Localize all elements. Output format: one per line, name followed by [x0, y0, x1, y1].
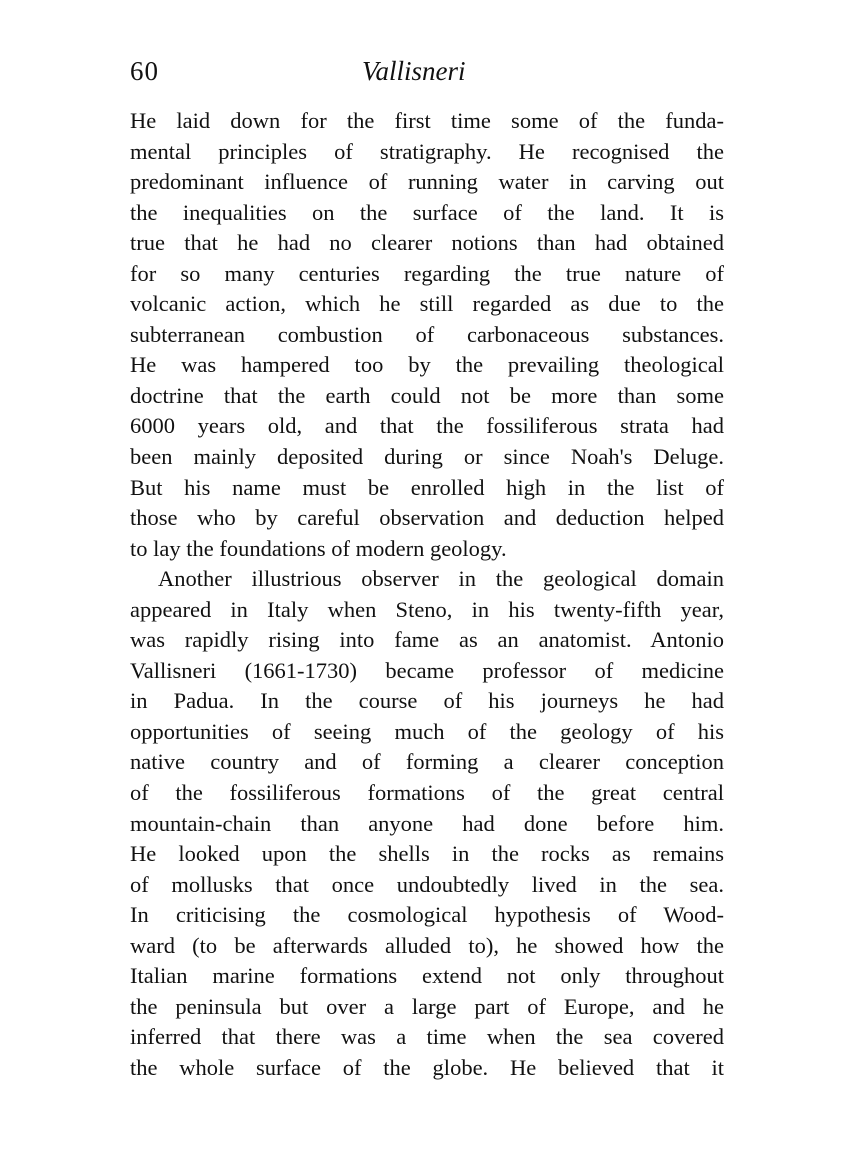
text-line: native country and of forming a clearer conception [130, 749, 724, 775]
text-line: Italian marine formations extend not only throughout [130, 963, 724, 989]
text-line: appeared in Italy when Steno, in his twenty-fifth year, [130, 596, 724, 622]
text-line: to lay the foundations of modern geology. [130, 535, 507, 561]
paragraph [130, 106, 724, 564]
text-line: in Padua. In the course of his journeys he had [130, 688, 724, 714]
text-line: those who by careful observation and deduction helped [130, 505, 724, 531]
text-line: predominant influence of running water in carving out [130, 169, 724, 195]
text-line: Another illustrious observer in the geological domain [158, 566, 724, 592]
text-line: 6000 years old, and that the fossiliferous strata had [130, 413, 724, 439]
text-line: the whole surface of the globe. He believed that it [130, 1054, 724, 1080]
text-line: the inequalities on the surface of the land. It is [130, 199, 724, 225]
text-line: He was hampered too by the prevailing theological [130, 352, 724, 378]
text-line: of the fossiliferous formations of the great central [130, 780, 724, 806]
text-line: the peninsula but over a large part of Europe, and he [130, 993, 724, 1019]
text-line: volcanic action, which he still regarded as due to the [130, 291, 724, 317]
page-number: 60 [130, 56, 159, 86]
text-line: In criticising the cosmological hypothesis of Wood- [130, 902, 724, 928]
text-line: of mollusks that once undoubtedly lived in the sea. [130, 871, 724, 897]
text-line: He laid down for the first time some of the funda- [130, 108, 724, 133]
text-line: opportunities of seeing much of the geology of his [130, 718, 724, 744]
text-line: true that he had no clearer notions than had obtained [130, 230, 724, 256]
text-line: doctrine that the earth could not be more than some [130, 382, 724, 408]
body-text [130, 106, 724, 1084]
text-line: was rapidly rising into fame as an anatomist. Antonio [130, 627, 724, 653]
text-line: mental principles of stratigraphy. He recognised the [130, 138, 724, 164]
paragraph [130, 564, 724, 1083]
page-header [130, 56, 724, 96]
text-line: But his name must be enrolled high in the list of [130, 474, 724, 500]
text-line: Vallisneri (1661-1730) became professor of medicine [130, 657, 724, 683]
running-title: Vallisneri [362, 56, 466, 86]
text-line: mountain-chain than anyone had done before him. [130, 810, 724, 836]
text-line: inferred that there was a time when the sea covered [130, 1024, 724, 1050]
text-line: ward (to be afterwards alluded to), he showed how the [130, 932, 724, 958]
text-line: He looked upon the shells in the rocks as remains [130, 841, 724, 867]
text-line: been mainly deposited during or since Noah's Deluge. [130, 444, 724, 470]
text-line: subterranean combustion of carbonaceous substances. [130, 321, 724, 347]
text-line: for so many centuries regarding the true nature of [130, 260, 724, 286]
